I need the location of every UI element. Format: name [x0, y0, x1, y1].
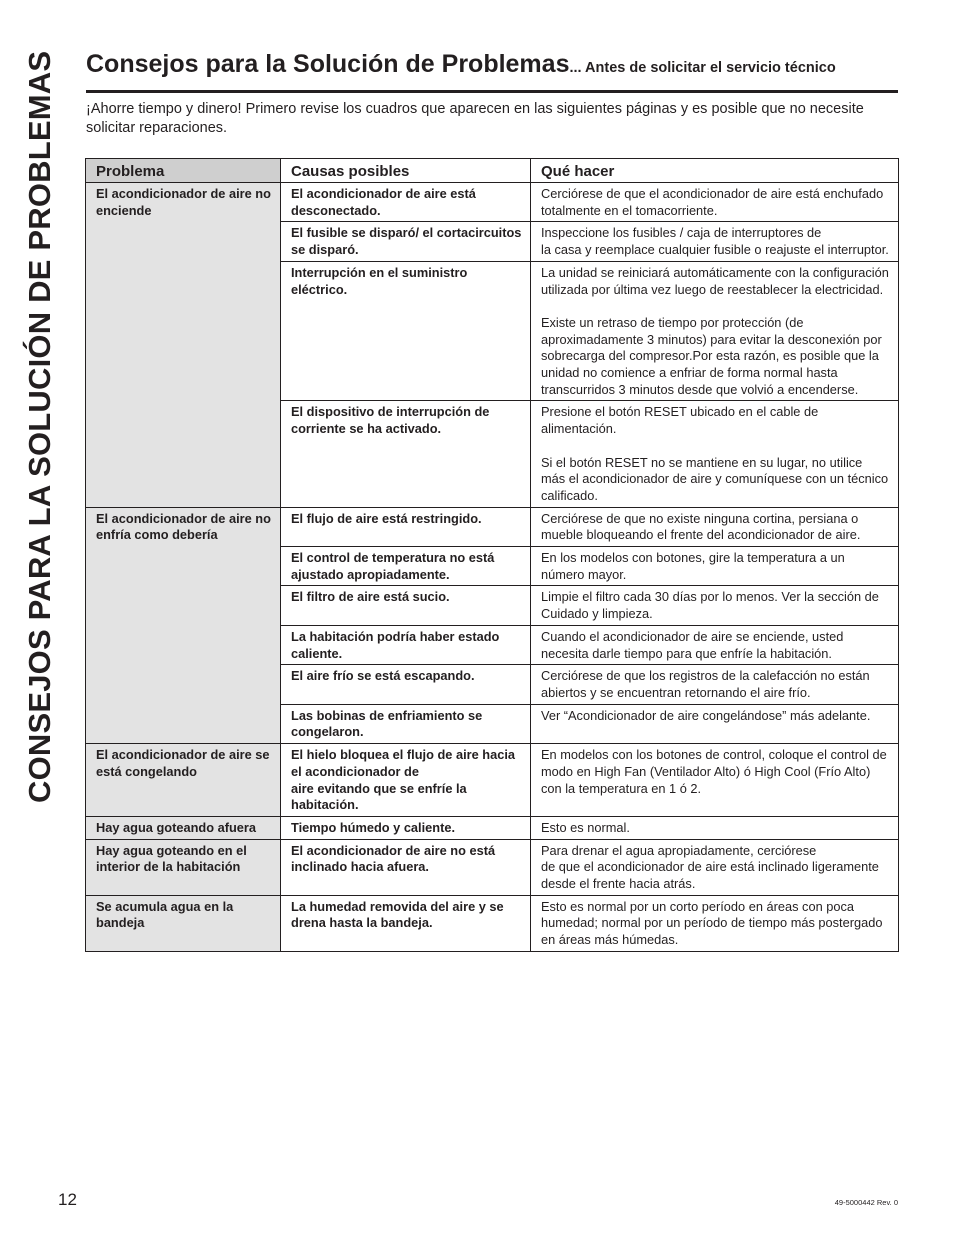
document-code: 49-5000442 Rev. 0	[834, 1198, 898, 1207]
problem-cell: Hay agua goteando afuera	[86, 816, 281, 839]
problem-cell: El acondicionador de aire no enciende	[86, 183, 281, 508]
table-row	[86, 744, 899, 817]
header-what-to-do: Qué hacer	[531, 159, 899, 183]
table-body	[86, 183, 899, 952]
cause-cell: La habitación podría haber estado caliente.	[281, 625, 531, 664]
fix-cell: Cerciórese de que no existe ninguna cortina, persiana o mueble bloqueando el frente del acondicionador de aire.	[531, 507, 899, 546]
cause-cell: El flujo de aire está restringido.	[281, 507, 531, 546]
fix-cell: La unidad se reiniciará automáticamente con la configuración utilizada por última vez luego de reestablecer la electricidad. Existe un retraso de tiempo por protección (de aproximadamente 3 minutos) para evitar la desconexión por sobrecarga del compresor.Por esta razón, es posible que la unidad no comience a enfriar de forma normal hasta transcurridos 3 minutos desde que volvió a encenderse.	[531, 261, 899, 401]
table-row	[86, 839, 899, 895]
fix-cell: Inspeccione los fusibles / caja de interruptores de la casa y reemplace cualquier fusible o reajuste el interruptor.	[531, 222, 899, 261]
header-problem: Problema	[86, 159, 281, 183]
problem-cell: Hay agua goteando en el interior de la habitación	[86, 839, 281, 895]
side-title: CONSEJOS PARA LA SOLUCIÓN DE PROBLEMAS	[22, 50, 57, 803]
fix-cell: Para drenar el agua apropiadamente, cerciórese de que el acondicionador de aire está inclinado ligeramente desde el frente hacia atrás.	[531, 839, 899, 895]
cause-cell: El aire frío se está escapando.	[281, 665, 531, 704]
heading-rule	[86, 90, 898, 93]
table-row	[86, 183, 899, 222]
fix-cell: Presione el botón RESET ubicado en el cable de alimentación. Si el botón RESET no se mantiene en su lugar, no utilice más el acondicionador de aire y comuníquese con un técnico calificado.	[531, 401, 899, 507]
cause-cell: El acondicionador de aire está desconectado.	[281, 183, 531, 222]
header-causes: Causas posibles	[281, 159, 531, 183]
cause-cell: El filtro de aire está sucio.	[281, 586, 531, 625]
fix-cell: En modelos con los botones de control, coloque el control de modo en High Fan (Ventilador Alto) ó High Cool (Frío Alto) con la temperatura en 1 ó 2.	[531, 744, 899, 817]
cause-cell: Tiempo húmedo y caliente.	[281, 816, 531, 839]
fix-cell: Cerciórese de que los registros de la calefacción no están abiertos y se encuentran retornando el aire frío.	[531, 665, 899, 704]
page-number: 12	[58, 1190, 77, 1209]
fix-cell: Cerciórese de que el acondicionador de aire está enchufado totalmente en el tomacorriente.	[531, 183, 899, 222]
fix-cell: Esto es normal.	[531, 816, 899, 839]
cause-cell: Interrupción en el suministro eléctrico.	[281, 261, 531, 401]
table-row	[86, 507, 899, 546]
cause-cell: El dispositivo de interrupción de corriente se ha activado.	[281, 401, 531, 507]
table-row	[86, 895, 899, 951]
cause-cell: El acondicionador de aire no está inclinado hacia afuera.	[281, 839, 531, 895]
fix-cell: En los modelos con botones, gire la temperatura a un número mayor.	[531, 547, 899, 586]
cause-cell: La humedad removida del aire y se drena hasta la bandeja.	[281, 895, 531, 951]
table-header-row	[86, 159, 899, 183]
cause-cell: El hielo bloquea el flujo de aire hacia el acondicionador de aire evitando que se enfríe la habitación.	[281, 744, 531, 817]
cause-cell: El control de temperatura no está ajustado apropiadamente.	[281, 547, 531, 586]
troubleshooting-table	[85, 158, 899, 952]
problem-cell: El acondicionador de aire no enfría como debería	[86, 507, 281, 743]
page-heading	[86, 50, 898, 79]
cause-cell: Las bobinas de enfriamiento se congelaron.	[281, 704, 531, 743]
fix-cell: Limpie el filtro cada 30 días por lo menos. Ver la sección de Cuidado y limpieza.	[531, 586, 899, 625]
cause-cell: El fusible se disparó/ el cortacircuitos se disparó.	[281, 222, 531, 261]
fix-cell: Ver “Acondicionador de aire congelándose” más adelante.	[531, 704, 899, 743]
fix-cell: Esto es normal por un corto período en áreas con poca humedad; normal por un período de tiempo más postergado en áreas más húmedas.	[531, 895, 899, 951]
page-subtitle: ... Antes de solicitar el servicio técnico	[569, 60, 836, 76]
page-title: Consejos para la Solución de Problemas	[86, 50, 570, 78]
table-row	[86, 816, 899, 839]
problem-cell: El acondicionador de aire se está congelando	[86, 744, 281, 817]
fix-cell: Cuando el acondicionador de aire se enciende, usted necesita darle tiempo para que enfríe la habitación.	[531, 625, 899, 664]
problem-cell: Se acumula agua en la bandeja	[86, 895, 281, 951]
intro-paragraph: ¡Ahorre tiempo y dinero! Primero revise los cuadros que aparecen en las siguientes páginas y es posible que no necesite solicitar reparaciones.	[86, 101, 864, 136]
